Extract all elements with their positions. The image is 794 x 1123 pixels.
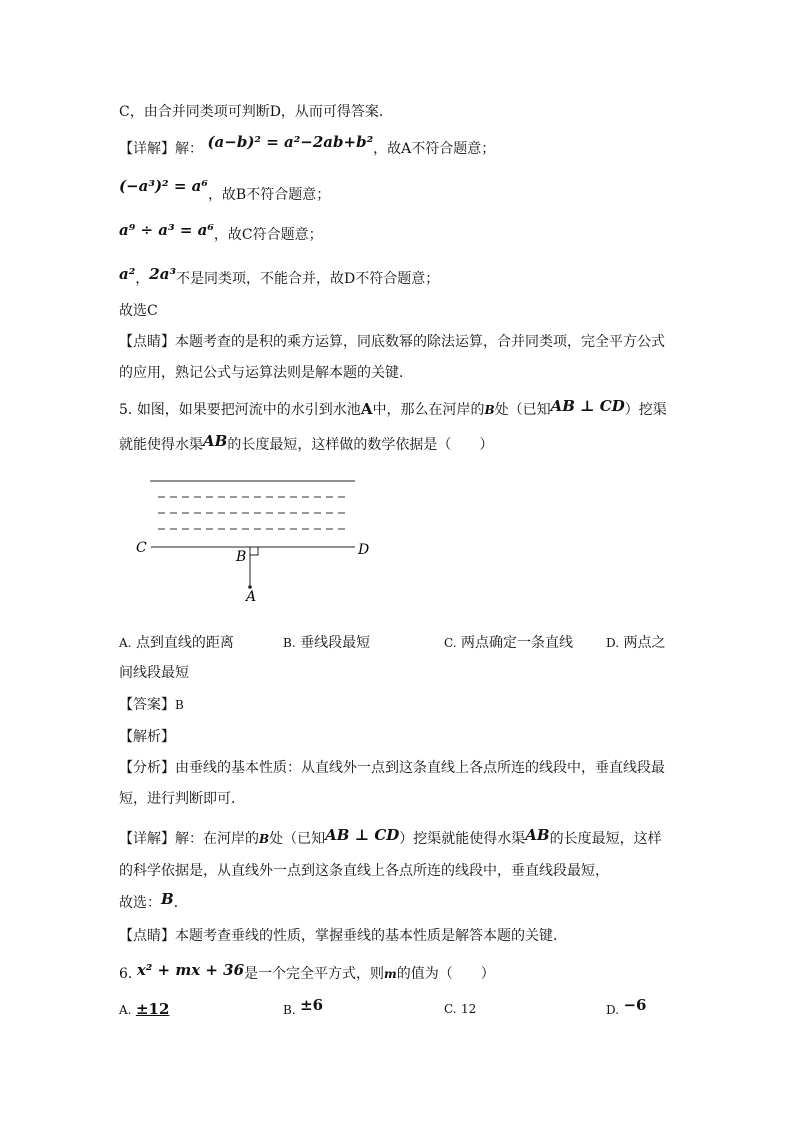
q6-option-b-key: B. [283,1003,296,1017]
q5-option-d [606,633,665,653]
q5-option-c-text: 两点确定一条直线 [461,635,574,651]
q5-stem-1d: ）挖渠 [624,402,667,418]
q6-stem-line [119,963,495,984]
answer-label: 【答案】 [119,697,175,713]
q5-answer-line [119,695,184,715]
analyze-label: 【分析】 [119,760,175,776]
q5-option-d-cont-text: 间线段最短 [119,665,189,681]
q6-option-d [606,996,647,1020]
q5-option-d-key: D. [606,636,620,650]
analysis-label: 【解析】 [119,729,175,745]
q4-choice: 故选C [119,303,158,319]
intro-line [119,102,393,122]
q5-option-a [119,633,234,653]
q4-detail-line-1 [119,133,496,159]
q6-option-a-key: A. [119,1003,132,1017]
q5-option-c-key: C. [444,636,457,650]
q5-stem-line-2 [119,434,493,455]
q5-detail-line-1 [119,828,662,849]
q4-detail-line-2 [119,177,331,205]
q6-option-c [444,999,476,1019]
q5-stem-1c: 处（已知 [494,402,551,418]
q6-stem-a: 是一个完全平方式，则 [244,966,385,982]
q6-stem-b: 的值为（ ） [396,966,495,982]
q5-var-ab: AB [203,432,228,450]
q5-option-a-text: 点到直线的距离 [135,635,234,651]
detail-line4-suffix: 不是同类项，不能合并，故D不符合题意； [176,271,440,287]
q4-detail-line-3 [119,221,323,245]
q5-option-b-text: 垂线段最短 [300,635,371,651]
comment-text-2: 的应用，熟记公式与运算法则是解本题的关键． [119,365,413,381]
detail-label: 【详解】 [119,141,175,157]
label-b: B [236,549,247,565]
q5-analyze-line-2 [119,789,245,809]
q6-option-c-key: C. [444,1002,457,1016]
q6-option-d-key: D. [606,1003,620,1017]
q5-condition: AB ⊥ CD [550,397,625,415]
q5-stem-2b: 的长度最短，这样做的数学依据是（ ） [227,437,494,453]
q5-var-a: A [360,400,373,418]
q5-option-b-key: B. [283,636,296,650]
q5-detail-label: 【详解】 [119,831,175,847]
river-figure [130,470,380,610]
q5-comment-line [119,926,567,946]
q5-detail-line-2 [119,861,609,881]
q5-choice-line [119,892,188,913]
comment-text-1: 本题考查的是积的乘方运算，同底数幂的除法运算，合并同类项，完全平方公式 [175,334,665,350]
q5-detail-var-b: B [259,832,270,846]
q5-var-b: B [484,403,495,417]
label-a: A [246,589,257,605]
q5-choice-value: B [161,890,174,908]
q5-comment-label: 【点睛】 [119,928,175,944]
q5-option-c [444,633,573,653]
detail-lead: 解： [175,141,203,157]
label-c: C [136,540,147,556]
q6-option-a-text: ±12 [135,1000,170,1018]
q5-stem-1b: 中，那么在河岸的 [372,402,485,418]
q5-choice-a: 故选： [119,895,161,911]
q4-choice-line [119,301,158,321]
q5-option-d-continued [119,663,189,683]
right-angle-mark [250,547,258,555]
q5-detail-1c: ）挖渠就能使得水渠 [399,831,526,847]
q5-detail-1d: 的长度最短，这样 [549,831,662,847]
detail-line1-suffix: ，故A不符合题意； [373,141,496,157]
q6-option-b-text: ±6 [300,996,324,1014]
q5-stem-line-1 [119,399,667,420]
label-d: D [358,542,370,558]
q6-option-c-text: 12 [461,1002,477,1016]
q4-comment-line-1 [119,332,665,352]
analyze-text-2: 短，进行判断即可． [119,791,245,807]
q5-detail-condition: AB ⊥ CD [325,826,400,844]
q6-var-m: m [384,967,397,981]
q5-option-b [283,633,370,653]
q5-detail-1b: 处（已知 [269,831,326,847]
q6-expression: x² + mx + 36 [136,961,245,979]
q6-option-a [119,999,169,1020]
q5-analysis-line [119,727,175,747]
q5-stem-2a: 就能使得水渠 [119,437,203,453]
formula-c: a⁹ ÷ a³ = a⁶ [119,221,214,239]
formula-b: (−a³)² = a⁶ [119,177,208,195]
q5-number: 5. [119,402,133,418]
comment-label: 【点睛】 [119,334,175,350]
answer-value: B [175,698,184,712]
q5-choice-b: ． [173,895,188,911]
formula-d2: 2a³ [149,265,177,283]
formula-a: (a−b)² = a²−2ab+b² [207,133,374,151]
q5-comment-text: 本题考查垂线的性质，掌握垂线的基本性质是解答本题的关键． [175,928,567,944]
detail-line3-suffix: ，故C符合题意； [213,227,323,243]
formula-d1: a² [119,265,136,283]
q6-option-d-text: −6 [623,996,647,1014]
analyze-text-1: 由垂线的基本性质：从直线外一点到这条直线上各点所连的线段中，垂直线段最 [175,760,665,776]
detail-line2-suffix: ，故B不符合题意； [207,187,331,203]
q5-analyze-line-1 [119,758,665,778]
intro-text: C，由合并同类项可判断D，从而可得答案． [119,104,393,120]
q5-option-a-key: A. [119,636,132,650]
q4-comment-line-2 [119,363,413,383]
q6-number: 6. [119,966,133,982]
q5-detail-2: 的科学依据是，从直线外一点到这条直线上各点所连的线段中，垂直线段最短， [119,863,609,879]
q5-option-d-text: 两点之 [623,635,666,651]
q4-detail-line-4 [119,265,440,289]
separator: ， [135,271,150,287]
q5-stem-1a: 如图，如果要把河流中的水引到水池 [136,402,361,418]
q6-option-b [283,996,324,1020]
q5-detail-var-ab: AB [525,826,550,844]
q5-detail-1a: 解：在河岸的 [175,831,259,847]
